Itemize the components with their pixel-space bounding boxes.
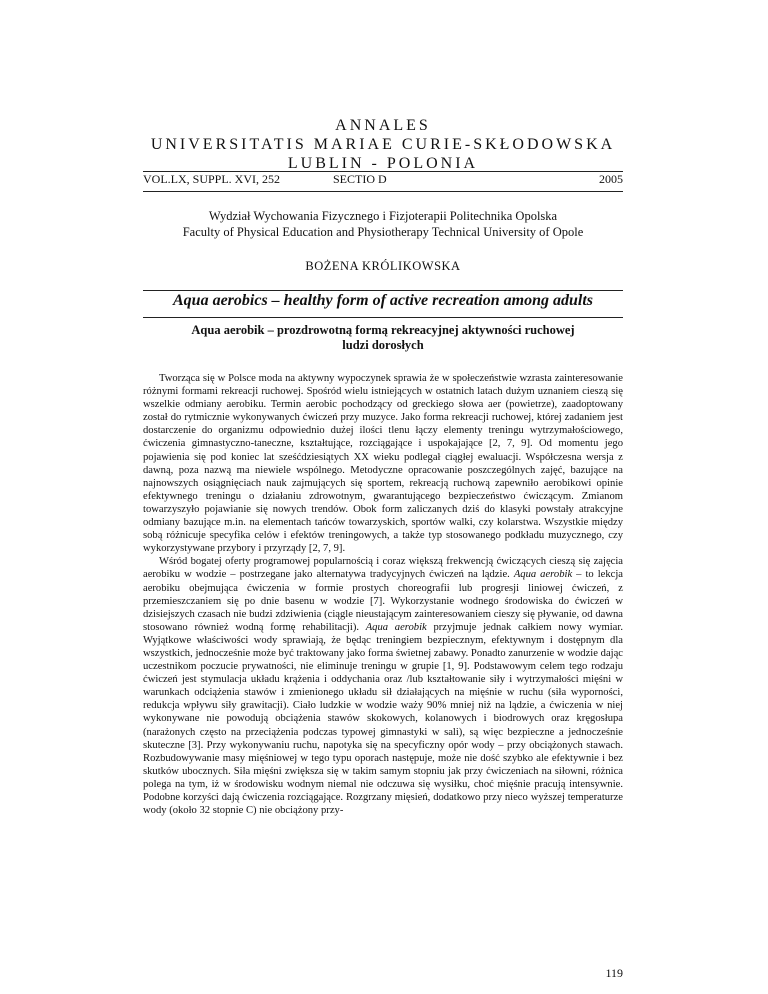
issue-info <box>143 172 623 188</box>
paragraph-text: – to lekcja aerobiku obejmująca ćwiczenia w formie prostych choreografii lub progresji liniowej ćwiczeń, z przemieszczaniem się po dnie basenu w wodzie [7]. Wykorzystanie wodnego środowiska do ćwiczeń w dzisiejszych czasach nie budzi zdziwienia (ciągle nieustającym zainteresowaniem cieszy się pływanie, od dawna stosowano również wodną formę rehabilitacji). <box>143 569 623 633</box>
italic-term: Aqua aerobik <box>513 569 573 581</box>
header-rule-bottom <box>143 191 623 192</box>
journal-name-line1: ANNALES <box>335 117 431 134</box>
affiliation-english: Faculty of Physical Education and Physiotherapy Technical University of Opole <box>182 225 584 239</box>
author-name: BOŻENA KRÓLIKOWSKA <box>305 259 461 273</box>
paragraph-text: przyjmuje jednak całkiem nowy wymiar. Wyjątkowe właściwości wody sprawiają, że będąc treningiem bezpiecznym, efektywnym i dostępnym dla wszystkich, jednocześnie może być traktowany jako forma świetnej zabawy. Ponadto zanurzenie w wodzie dając uczestnikom poczucie prywatności, nie eliminuje treningu w grupie [1, 9]. Podstawowym celem tego rodzaju ćwiczeń jest stymulacja układu krążenia i oddychania oraz /lub kształtowanie siły i wytrzymałości mięśni w warunkach odciążenia stawów i zmienionego układu sił działających na mięśnie w ruchu (siła wyporności, redukcja wpływu siły grawitacji). Ciało ludzkie w wodzie waży 90% mniej niż na lądzie, a ćwiczenia w niej wykonywane nie powodują obciążenia stawów skokowych, kolanowych i biodrowych oraz kręgosłupa (narażonych często na przeciążenia podczas typowej gimnastyki w sali), są więc bezpieczne a jednocześnie skuteczne [3]. Przy wykonywaniu ruchu, napotyka się na specyficzny opór wody – przy obciążonych stawach. Rozbudowywanie masy mięśniowej w tego typu oporach następuje, może nie dość szybko ale efektywnie i bez skutków ubocznych. Siła mięśni zwiększa się w takim samym stopniu jak przy ćwiczeniach na siłowni, różnica polega na tym, iż w środowisku wodnym niemal nie odczuwa się wysiłku, choć mięśnie pracują intensywnie. Podobne korzyści dają ćwiczenia rozciągające. Rozgrzany mięsień, dodatkowo przy nieco wyższej temperaturze wody (około 32 stopnie C) nie obciążony przy- <box>143 621 623 817</box>
title-rule-top <box>143 290 623 291</box>
article-title-polish-line2: ludzi dorosłych <box>342 338 424 352</box>
affiliation <box>143 208 623 240</box>
volume-info: VOL.LX, SUPPL. XVI, 252 <box>143 172 281 186</box>
year-info: 2005 <box>599 172 623 186</box>
article-body <box>143 372 623 817</box>
article-title-polish-line1: Aqua aerobik – prozdrowotną formą rekreacyjnej aktywności ruchowej <box>191 323 575 337</box>
journal-name-line3: LUBLIN - POLONIA <box>287 155 479 172</box>
title-rule-bottom <box>143 317 623 318</box>
section-info: SECTIO D <box>333 172 387 186</box>
affiliation-polish: Wydział Wychowania Fizycznego i Fizjoterapii Politechnika Opolska <box>208 209 558 223</box>
body-paragraph: Tworząca się w Polsce moda na aktywny wypoczynek sprawia że w społeczeństwie wzrasta zainteresowanie różnymi formami rekreacji ruchowej. Spośród wielu istniejących w ostatnich latach dużym uznaniem cieszą się wszelkie odmiany aerobiku. Termin aerobic pochodzący od greckiego słowa aer (powietrze), zaadoptowany został do rytmicznie wykonywanych ćwiczeń przy muzyce. Jako forma rekreacji ruchowej, której zadaniem jest dostarczenie do organizmu odpowiednio dużej ilości tlenu łączy elementy treningu wytrzymałościowego, ćwiczenia gimnastyczno-taneczne, kształtujące, rozciągające i uspokajające [2, 7, 9]. Od momentu jego pojawienia się pod koniec lat sześćdziesiątych XX wieku podlegał ciągłej ewaluacji. Współczesna wersja z dawną, poza nazwą ma niewiele wspólnego. Metodyczne opracowanie poszczególnych zajęć, bazujące na najnowszych osiągnięciach nauk zajmujących się sportem, rekreacją ruchową zapewniło aerobikowi opinie efektywnego treningu o działaniu zdrowotnym, gwarantującego bezpieczeństwo ćwiczącym. Zmianom towarzyszyło pojawianie się nowych trendów. Obok form zaliczanych dziś do klasyki powstały atrakcyjne odmiany bazujące m.in. na elementach tańców towarzyskich, sportów walki, czy kolarstwa. Wszystkie między sobą różnicuje specyfika celów i efektów treningowych, a także typ stosowanego podkładu muzycznego, czy wykorzystywane przybory i przyrządy [2, 7, 9]. <box>143 373 623 555</box>
page-number: 119 <box>605 966 623 980</box>
body-paragraph <box>143 555 623 817</box>
article-title-polish <box>143 323 623 353</box>
paragraph-text: Wśród bogatej oferty programowej popularnością i coraz większą frekwencją ćwiczących cieszą się zajęcia aerobiku w wodzie – postrzegane jako alternatywa tradycyjnych ćwiczeń na lądzie. <box>143 556 623 581</box>
journal-name-line2: UNIVERSITATIS MARIAE CURIE-SKŁODOWSKA <box>150 136 616 153</box>
article-title-english: Aqua aerobics – healthy form of active recreation among adults <box>173 292 593 309</box>
italic-term: Aqua aerobik <box>365 621 427 633</box>
